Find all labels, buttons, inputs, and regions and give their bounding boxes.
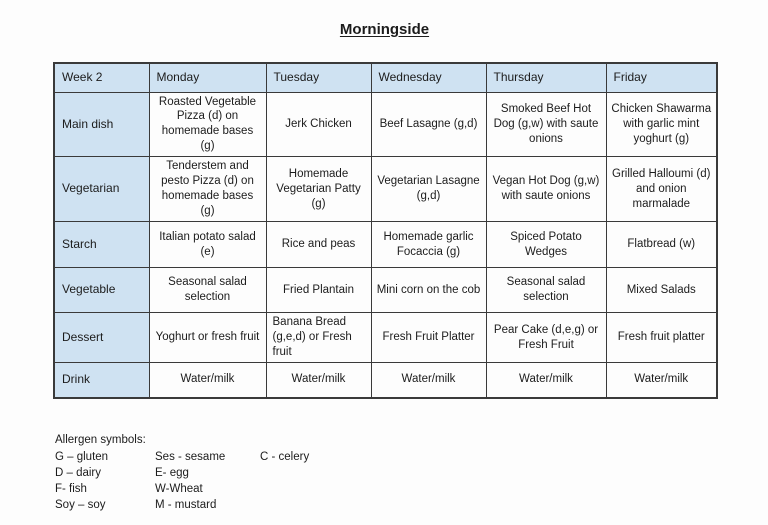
row-label-dessert: Dessert	[54, 313, 149, 363]
menu-cell: Banana Bread (g,e,d) or Fresh fruit	[266, 313, 371, 363]
menu-cell: Water/milk	[486, 363, 606, 398]
menu-cell: Mini corn on the cob	[371, 268, 486, 313]
menu-cell: Homemade Vegetarian Patty (g)	[266, 157, 371, 222]
row-label-drink: Drink	[54, 363, 149, 398]
menu-cell: Jerk Chicken	[266, 92, 371, 157]
allergen-legend-columns	[55, 449, 309, 513]
menu-table	[53, 62, 718, 399]
table-row	[54, 92, 717, 157]
allergen-item: G – gluten	[55, 451, 109, 464]
menu-cell: Chicken Shawarma with garlic mint yoghurt (g)	[606, 92, 717, 157]
menu-cell: Mixed Salads	[606, 268, 717, 313]
menu-cell: Pear Cake (d,e,g) or Fresh Fruit	[486, 313, 606, 363]
allergen-legend-heading: Allergen symbols:	[55, 434, 146, 446]
allergen-column-3	[260, 449, 309, 465]
table-row	[54, 157, 717, 222]
menu-cell: Grilled Halloumi (d) and onion marmalade	[606, 157, 717, 222]
row-label-vegetarian: Vegetarian	[54, 157, 149, 222]
allergen-item: D – dairy	[55, 467, 102, 480]
menu-cell: Smoked Beef Hot Dog (g,w) with saute onions	[486, 92, 606, 157]
menu-cell: Water/milk	[266, 363, 371, 398]
header-tuesday: Tuesday	[266, 63, 371, 92]
menu-cell: Fresh fruit platter	[606, 313, 717, 363]
row-label-main-dish: Main dish	[54, 92, 149, 157]
allergen-item: W-Wheat	[155, 483, 203, 496]
table-row	[54, 268, 717, 313]
menu-cell: Italian potato salad (e)	[149, 222, 266, 268]
header-thursday: Thursday	[486, 63, 606, 92]
menu-cell: Flatbread (w)	[606, 222, 717, 268]
allergen-legend	[55, 432, 309, 513]
menu-cell: Water/milk	[371, 363, 486, 398]
menu-cell: Homemade garlic Focaccia (g)	[371, 222, 486, 268]
menu-cell: Water/milk	[149, 363, 266, 398]
menu-cell: Vegetarian Lasagne (g,d)	[371, 157, 486, 222]
header-row	[54, 63, 717, 92]
table-row	[54, 222, 717, 268]
menu-cell: Fresh Fruit Platter	[371, 313, 486, 363]
allergen-column-1	[55, 449, 155, 513]
header-week: Week 2	[54, 63, 149, 92]
table-row	[54, 363, 717, 398]
allergen-item: C - celery	[260, 451, 310, 464]
header-wednesday: Wednesday	[371, 63, 486, 92]
page-title	[53, 21, 716, 38]
menu-cell: Seasonal salad selection	[486, 268, 606, 313]
menu-cell: Vegan Hot Dog (g,w) with saute onions	[486, 157, 606, 222]
menu-cell: Yoghurt or fresh fruit	[149, 313, 266, 363]
allergen-item: E- egg	[155, 467, 189, 480]
menu-cell: Seasonal salad selection	[149, 268, 266, 313]
allergen-item: Soy – soy	[55, 499, 106, 512]
allergen-column-2	[155, 449, 260, 513]
row-label-vegetable: Vegetable	[54, 268, 149, 313]
menu-cell: Rice and peas	[266, 222, 371, 268]
menu-cell: Beef Lasagne (g,d)	[371, 92, 486, 157]
menu-cell: Spiced Potato Wedges	[486, 222, 606, 268]
allergen-item: Ses - sesame	[155, 451, 226, 464]
header-monday: Monday	[149, 63, 266, 92]
allergen-item: M - mustard	[155, 499, 217, 512]
allergen-item: F- fish	[55, 483, 87, 496]
table-row	[54, 313, 717, 363]
menu-cell: Fried Plantain	[266, 268, 371, 313]
menu-cell: Roasted Vegetable Pizza (d) on homemade bases (g)	[149, 92, 266, 157]
header-friday: Friday	[606, 63, 717, 92]
menu-cell: Water/milk	[606, 363, 717, 398]
row-label-starch: Starch	[54, 222, 149, 268]
menu-cell: Tenderstem and pesto Pizza (d) on homemade bases (g)	[149, 157, 266, 222]
page-title-text: Morningside	[339, 21, 430, 38]
